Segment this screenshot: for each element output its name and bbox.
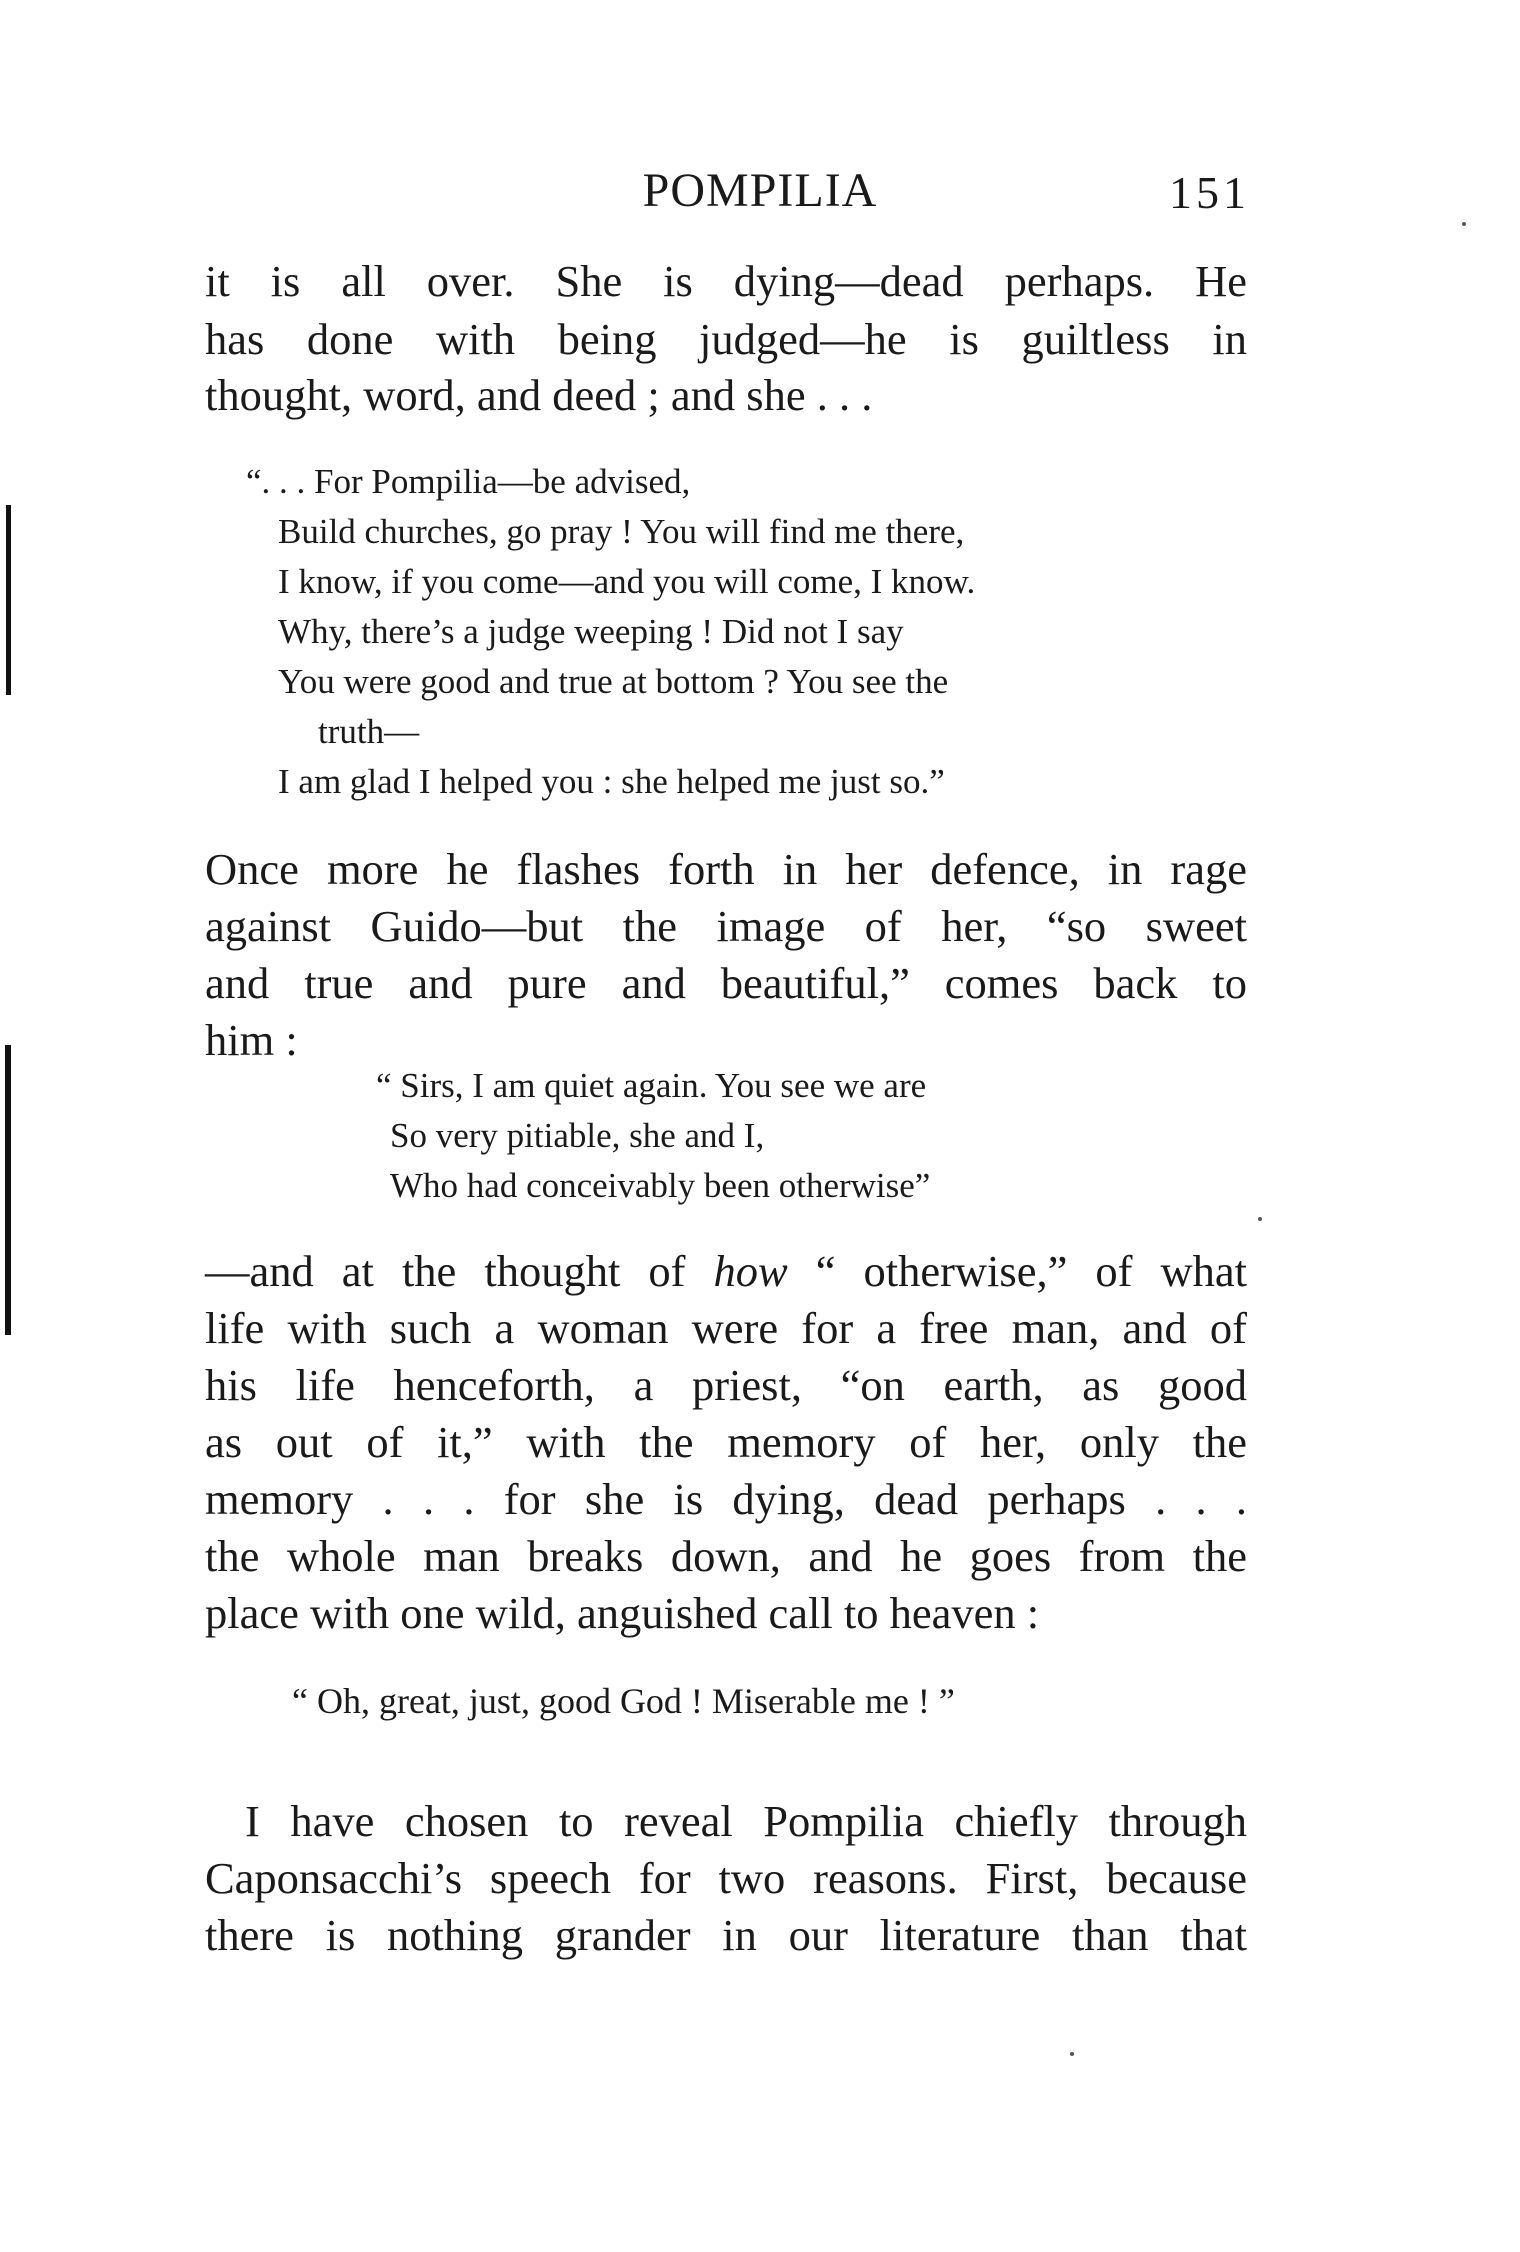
text-segment: “ otherwise,” of what xyxy=(787,1246,1248,1296)
scan-edge-mark-upper xyxy=(6,505,11,695)
text-line: I have chosen to reveal Pompilia chiefly through xyxy=(245,1796,1247,1846)
text-line: life with such a woman were for a free man, and of xyxy=(205,1303,1247,1353)
text-line: his life henceforth, a priest, “on earth, as good xyxy=(205,1360,1247,1410)
verse-line: So very pitiable, she and I, xyxy=(390,1116,765,1155)
text-line: place with one wild, anguished call to heaven : xyxy=(205,1588,1040,1638)
text-line: and true and pure and beautiful,” comes back to xyxy=(205,958,1247,1008)
text-line: it is all over. She is dying—dead perhaps. He xyxy=(205,256,1247,306)
scan-speck xyxy=(1462,222,1466,226)
scan-speck xyxy=(1258,1217,1262,1221)
text-line: the whole man breaks down, and he goes from the xyxy=(205,1531,1247,1581)
text-line: there is nothing grander in our literature than that xyxy=(205,1910,1247,1960)
scan-speck xyxy=(1070,2052,1074,2056)
verse-line: You were good and true at bottom ? You see the xyxy=(278,662,949,701)
verse-line: Why, there’s a judge weeping ! Did not I say xyxy=(278,612,904,651)
text-segment: —and at the thought of xyxy=(205,1246,714,1296)
scan-edge-mark-lower xyxy=(5,1045,11,1335)
text-line: as out of it,” with the memory of her, only the xyxy=(205,1417,1247,1467)
verse-line: I am glad I helped you : she helped me just so.” xyxy=(278,762,945,801)
verse-line: “. . . For Pompilia—be advised, xyxy=(246,462,691,501)
verse-line: Who had conceivably been otherwise” xyxy=(390,1166,931,1205)
verse-line: truth— xyxy=(318,712,420,751)
verse-line: I know, if you come—and you will come, I know. xyxy=(278,562,976,601)
text-line xyxy=(205,1246,1248,1296)
page-number: 151 xyxy=(1169,167,1250,218)
verse-quote-3: “ Oh, great, just, good God ! Miserable me ! ” xyxy=(292,1681,955,1721)
text-line: against Guido—but the image of her, “so sweet xyxy=(205,901,1247,951)
text-line: Caponsacchi’s speech for two reasons. First, because xyxy=(205,1853,1247,1903)
text-line: him : xyxy=(205,1015,298,1065)
text-line: has done with being judged—he is guiltless in xyxy=(205,314,1247,364)
text-line: Once more he flashes forth in her defence, in rage xyxy=(205,844,1247,894)
verse-line: “ Sirs, I am quiet again. You see we are xyxy=(376,1066,927,1105)
text-line: thought, word, and deed ; and she . . . xyxy=(205,370,873,420)
verse-line: Build churches, go pray ! You will find me there, xyxy=(278,512,965,551)
emphasis-word: how xyxy=(713,1246,788,1296)
text-line: memory . . . for she is dying, dead perhaps . . . xyxy=(205,1474,1247,1524)
running-title: POMPILIA xyxy=(642,164,878,217)
